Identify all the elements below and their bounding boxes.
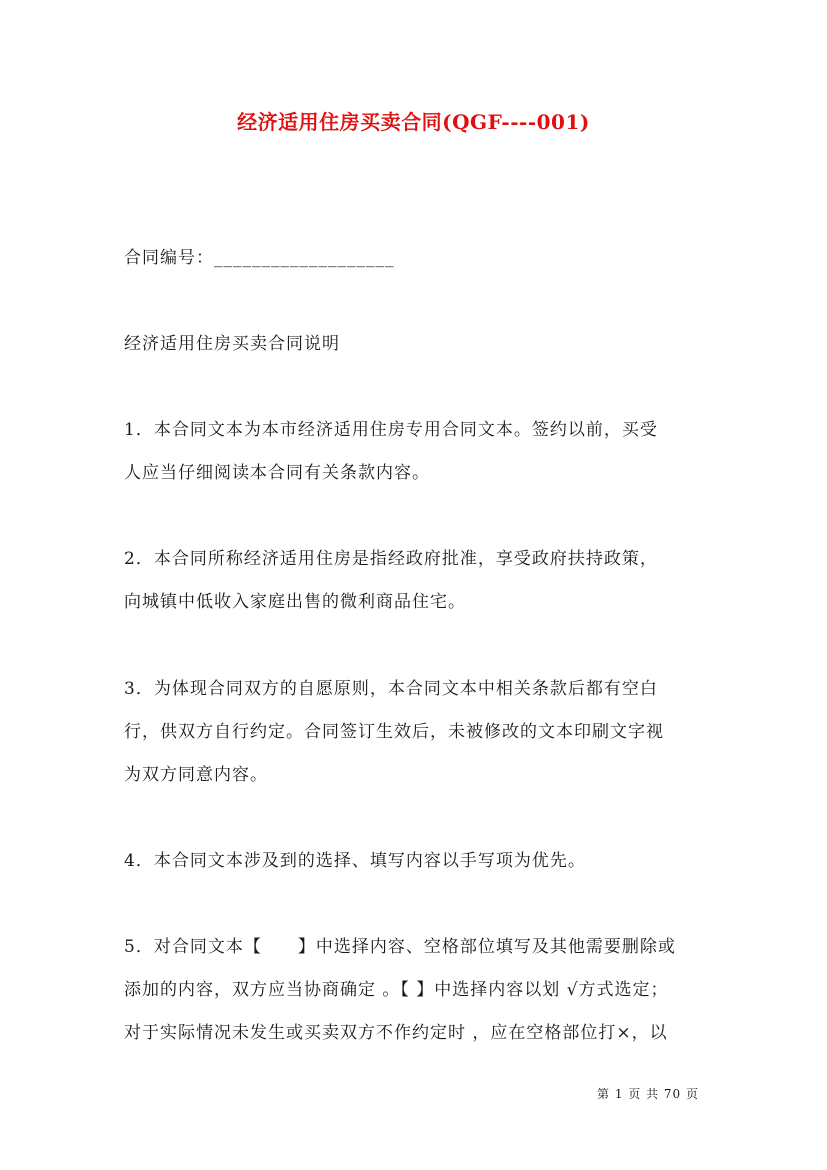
paragraph-line: 4．本合同文本涉及到的选择、填写内容以手写项为优先。: [124, 851, 586, 871]
contract-number-line: [124, 243, 395, 268]
contract-number-label: 合同编号：: [124, 248, 214, 268]
page-number-footer: 第 1 页 共 70 页: [597, 1087, 699, 1101]
paragraph-line: 人应当仔细阅读本合同有关条款内容。: [124, 463, 430, 483]
paragraph-line: 5．对合同文本【 】中选择内容、空格部位填写及其他需要删除或: [124, 937, 676, 957]
paragraph-line: 对于实际情况未发生或买卖双方不作约定时 ，应在空格部位打×，以: [124, 1023, 668, 1043]
paragraph-line: 1．本合同文本为本市经济适用住房专用合同文本。签约以前，买受: [124, 420, 658, 440]
paragraph-line: 添加的内容，双方应当协商确定 。【 】中选择内容以划 √方式选定；: [124, 980, 669, 1000]
contract-number-blank: ___________________: [214, 248, 395, 268]
document-title: 经济适用住房买卖合同(QGF----001): [237, 110, 590, 134]
paragraph-line: 行，供双方自行约定。合同签订生效后，未被修改的文本印刷文字视: [124, 722, 664, 742]
paragraph-line: 2．本合同所称经济适用住房是指经政府批准，享受政府扶持政策，: [124, 549, 658, 569]
paragraph-line: 向城镇中低收入家庭出售的微利商品住宅。: [124, 592, 466, 612]
paragraph-line: 3．为体现合同双方的自愿原则，本合同文本中相关条款后都有空白: [124, 679, 658, 699]
paragraph-line: 为双方同意内容。: [124, 765, 268, 785]
section-heading: 经济适用住房买卖合同说明: [124, 334, 340, 354]
